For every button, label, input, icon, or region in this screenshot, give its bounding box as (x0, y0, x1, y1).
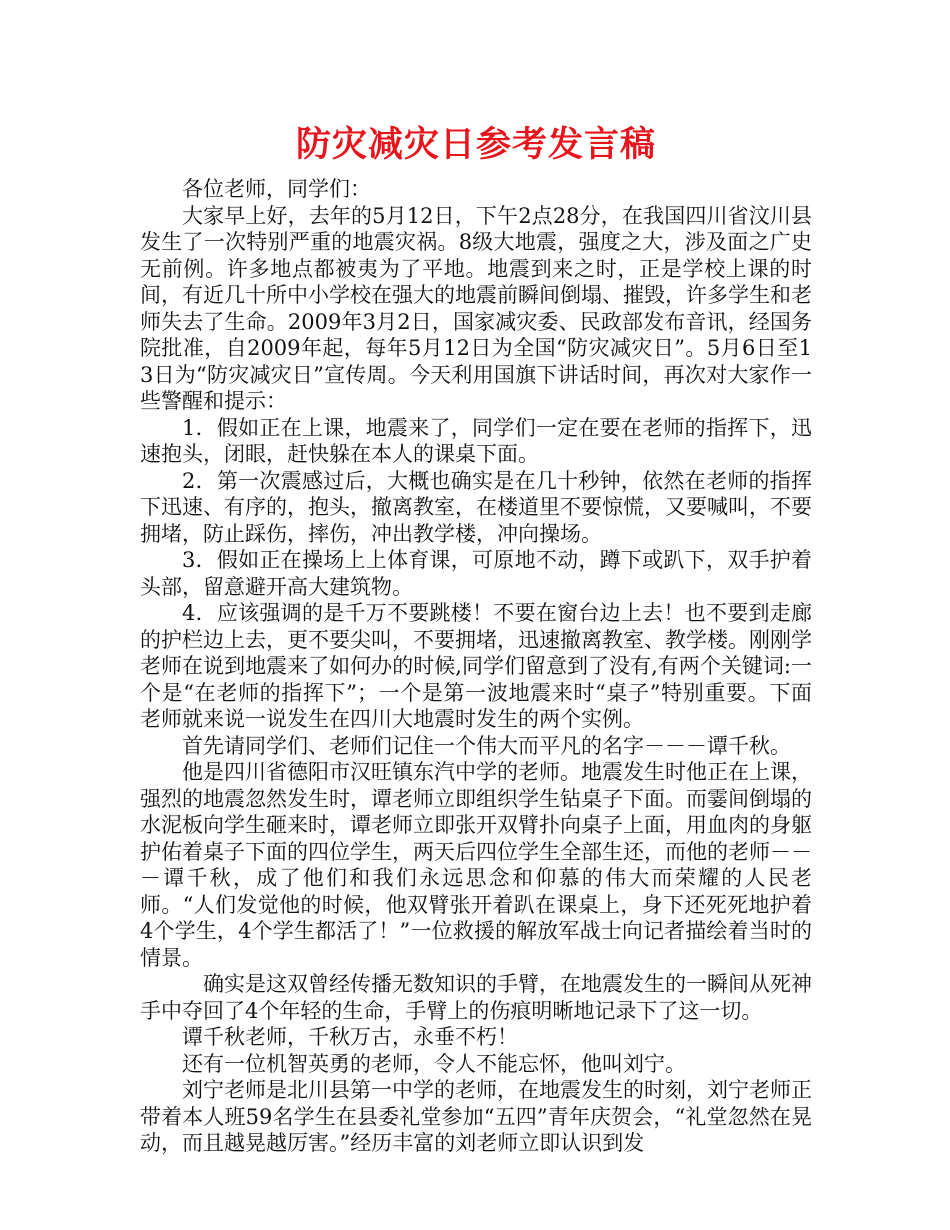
paragraph-tip-1: 1．假如正在上课，地震来了，同学们一定在要在老师的指挥下，迅速抱头，闭眼，赶快躲在本人的课桌下面。 (140, 415, 812, 466)
paragraph-tip-3: 3．假如正在操场上上体育课，可原地不动，蹲下或趴下，双手护着头部，留意避开高大建筑物。 (140, 548, 812, 599)
paragraph-tan-qianqiu-tribute: 谭千秋老师，千秋万古，永垂不朽！ (182, 1025, 518, 1049)
document-page (140, 118, 812, 1157)
document-title: 防灾减灾日参考发言稿 (295, 125, 656, 165)
paragraph-liu-ning-intro: 还有一位机智英勇的老师，令人不能忘怀，他叫刘宁。 (182, 1051, 686, 1076)
paragraph-liu-ning-story: 刘宁老师是北川县第一中学的老师，在地震发生的时刻，刘宁老师正带着本人班59名学生在县委礼堂参加“五四”青年庆贺会，“礼堂忽然在晃动，而且越晃越厉害。”经历丰富的刘老师立即认识到发 (140, 1078, 812, 1155)
paragraph-tip-2: 2．第一次震感过后，大概也确实是在几十秒钟，依然在老师的指挥下迅速、有序的，抱头，撤离教室，在楼道里不要惊慌，又要喊叫，不要拥堵，防止踩伤，摔伤，冲出教学楼，冲向操场。 (140, 468, 812, 546)
paragraph-intro: 大家早上好，去年的5月12日，下午2点28分，在我国四川省汶川县发生了一次特别严重的地震灾祸。8级大地震，强度之大，涉及面之广史无前例。许多地点都被夷为了平地。地震到来之时，正是学校上课的时间，有近几十所中小学校在强大的地震前瞬间倒塌、摧毁，许多学生和老师失去了生命。2009年3月2日，国家减灾委、民政部发布音讯，经国务院批准，自2009年起，每年5月12日为全国“防灾减灾日”。5月6日至13日为“防灾减灾日”宣传周。今天利用国旗下讲话时间，再次对大家作一些警醒和提示： (140, 203, 812, 413)
paragraph-tip-4: 4．应该强调的是千万不要跳楼！不要在窗台边上去！也不要到走廊的护栏边上去，更不要尖叫，不要拥堵，迅速撤离教室、教学楼。刚刚学老师在说到地震来了如何办的时候,同学们留意到了没有,有两个关键词:一个是“在老师的指挥下”；一个是第一波地震来时“桌子”特别重要。下面老师就来说一说发生在四川大地震时发生的两个实例。 (140, 601, 812, 731)
paragraph-tan-qianqiu-story: 他是四川省德阳市汉旺镇东汽中学的老师。地震发生时他正在上课，强烈的地震忽然发生时，谭老师立即组织学生钻桌子下面。而霎间倒塌的水泥板向学生砸来时，谭老师立即张开双臂扑向桌子上面，用血肉的身躯护佑着桌子下面的四位学生，两天后四位学生全部生还，而他的老师－－－谭千秋，成了他们和我们永远思念和仰慕的伟大而荣耀的人民老师。“人们发觉他的时候，他双臂张开着趴在课桌上，身下还死死地护着4个学生，4个学生都活了！”一位救援的解放军战士向记者描绘着当时的情景。 (140, 760, 812, 970)
paragraph-tan-qianqiu-arms: 确实是这双曾经传播无数知识的手臂，在地震发生的一瞬间从死神手中夺回了4个年轻的生命，手臂上的伤痕明晰地记录下了这一切。 (140, 972, 812, 1023)
paragraph-greeting: 各位老师，同学们： (182, 177, 371, 201)
paragraph-tan-qianqiu-intro: 首先请同学们、老师们记住一个伟大而平凡的名字－－－谭千秋。 (182, 733, 791, 758)
